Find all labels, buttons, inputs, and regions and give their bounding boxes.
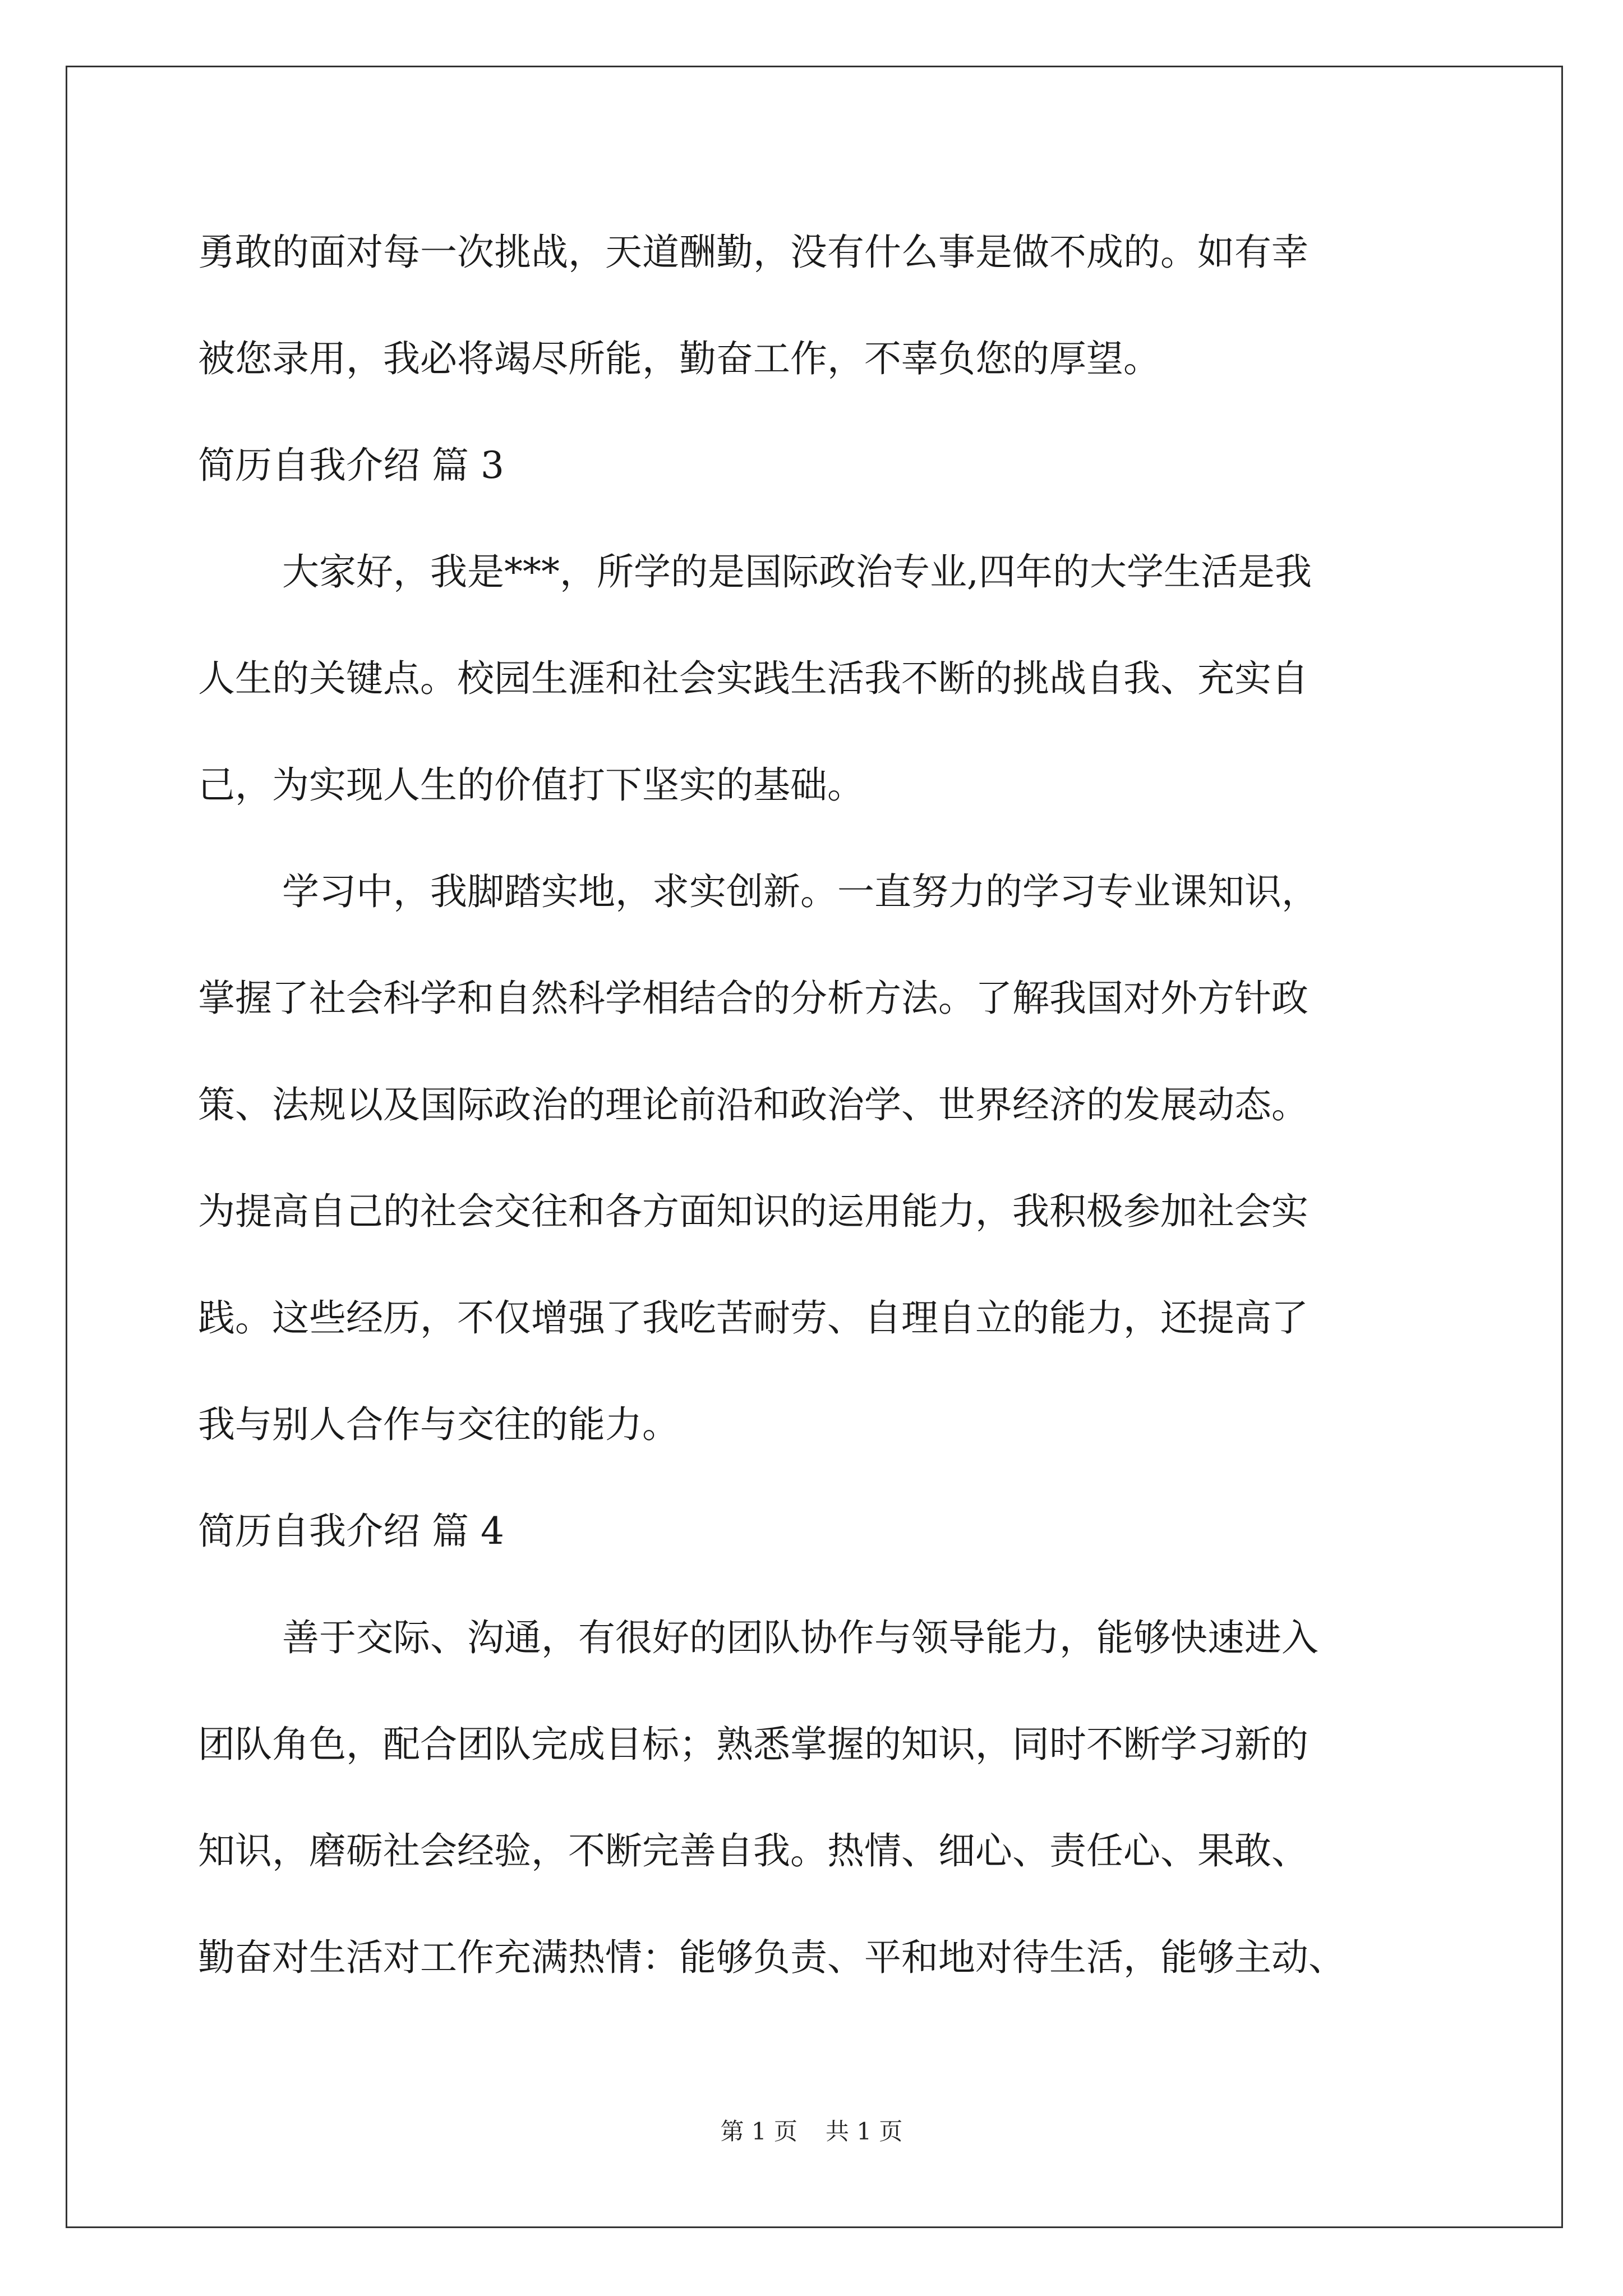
body-line: 团队角色，配合团队完成目标；熟悉掌握的知识，同时不断学习新的 (198, 1723, 1308, 1766)
section-heading: 简历自我介绍 篇 4 (198, 1510, 504, 1553)
body-line: 掌握了社会科学和自然科学相结合的分析方法。了解我国对外方针政 (198, 977, 1308, 1020)
section-heading: 简历自我介绍 篇 3 (198, 444, 504, 487)
body-line: 知识，磨砺社会经验，不断完善自我。热情、细心、责任心、果敢、 (198, 1829, 1308, 1872)
body-line: 己，为实现人生的价值打下坚实的基础。 (198, 763, 864, 807)
page-footer (0, 2118, 1623, 2146)
page-total: 共 1 页 (826, 2118, 903, 2145)
paragraph-first-line: 善于交际、沟通，有很好的团队协作与领导能力，能够快速进入 (282, 1616, 1318, 1659)
body-line: 为提高自己的社会交往和各方面知识的运用能力，我积极参加社会实 (198, 1190, 1308, 1233)
body-line: 践。这些经历，不仅增强了我吃苦耐劳、自理自立的能力，还提高了 (198, 1296, 1308, 1340)
body-line: 被您录用，我必将竭尽所能，勤奋工作，不辜负您的厚望。 (198, 337, 1160, 380)
body-line: 人生的关键点。校园生涯和社会实践生活我不断的挑战自我、充实自 (198, 657, 1308, 700)
paragraph-first-line: 大家好，我是***，所学的是国际政治专业,四年的大学生活是我 (282, 550, 1312, 593)
page-number: 第 1 页 (720, 2118, 797, 2145)
body-line: 勤奋对生活对工作充满热情：能够负责、平和地对待生活，能够主动、 (198, 1936, 1345, 1979)
body-line: 策、法规以及国际政治的理论前沿和政治学、世界经济的发展动态。 (198, 1083, 1308, 1126)
paragraph-first-line: 学习中，我脚踏实地，求实创新。一直努力的学习专业课知识， (282, 870, 1318, 913)
body-line: 我与别人合作与交往的能力。 (198, 1403, 679, 1446)
page-border (66, 66, 1563, 2228)
body-line: 勇敢的面对每一次挑战，天道酬勤，没有什么事是做不成的。如有幸 (198, 231, 1308, 274)
